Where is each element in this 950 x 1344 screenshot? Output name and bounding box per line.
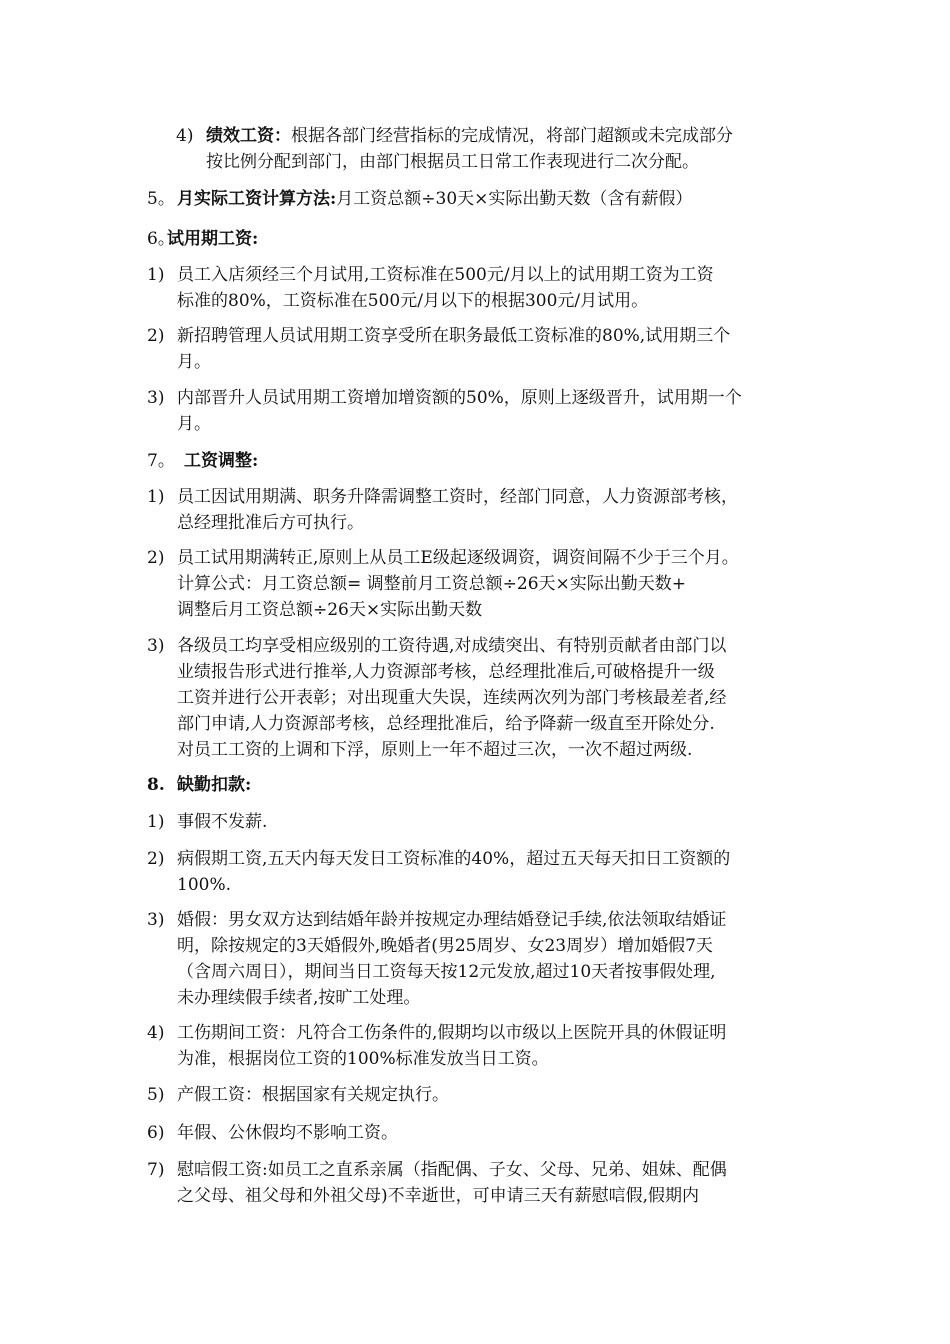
item-number: 1) <box>147 265 165 285</box>
item-number: 5) <box>147 1085 165 1105</box>
item-title: 绩效工资： <box>206 126 291 146</box>
item-number: 2) <box>147 548 165 568</box>
item-text: 工资并进行公开表彰；对出现重大失误，连续两次列为部门考核最差者,经 <box>177 688 727 708</box>
item-text: 之父母、祖父母和外祖父母)不幸逝世，可申请三天有薪慰唁假,假期内 <box>177 1186 700 1206</box>
item-text: 业绩报告形式进行推举,人力资源部考核，总经理批准后,可破格提升一级 <box>177 662 715 682</box>
item-number: 2) <box>147 326 165 346</box>
item-text: 新招聘管理人员试用期工资享受所在职务最低工资标准的80%,试用期三个 <box>177 326 731 346</box>
item-text: 工伤期间工资：凡符合工伤条件的,假期均以市级以上医院开具的休假证明 <box>177 1023 727 1043</box>
section-text: 月工资总额÷30天×实际出勤天数（含有薪假） <box>336 189 693 209</box>
section-number: 7。 <box>147 451 175 471</box>
section-number: 8. <box>147 775 165 795</box>
item-text: 按比例分配到部门，由部门根据员工日常工作表现进行二次分配。 <box>206 152 699 172</box>
item-text: 产假工资：根据国家有关规定执行。 <box>177 1085 449 1105</box>
item-text: 病假期工资,五天内每天发日工资标准的40%，超过五天每天扣日工资额的 <box>177 849 731 869</box>
item-text: （含周六周日），期间当日工资每天按12元发放,超过10天者按事假处理, <box>177 962 716 982</box>
item-text: 明，除按规定的3天婚假外,晚婚者(男25周岁、女23周岁）增加婚假7天 <box>177 936 713 956</box>
section-number: 6。 <box>147 229 175 249</box>
item-text: 月。 <box>177 352 211 372</box>
item-text: 慰唁假工资:如员工之直系亲属（指配偶、子女、父母、兄弟、姐妹、配偶 <box>177 1160 727 1180</box>
item-text: 员工入店须经三个月试用,工资标准在500元/月以上的试用期工资为工资 <box>177 265 714 285</box>
item-text: 年假、公休假均不影响工资。 <box>177 1123 398 1143</box>
item-number: 3) <box>147 388 165 408</box>
item-text: 总经理批准后方可执行。 <box>177 513 364 533</box>
item-number: 3) <box>147 636 165 656</box>
item-number: 7) <box>147 1160 165 1180</box>
section-title: 工资调整: <box>184 451 259 471</box>
item-number: 4) <box>147 1023 165 1043</box>
item-text: 调整后月工资总额÷26天×实际出勤天数 <box>177 600 483 620</box>
item-text: 标准的80%，工资标准在500元/月以下的根据300元/月试用。 <box>177 291 649 311</box>
item-text: 为准，根据岗位工资的100%标准发放当日工资。 <box>177 1049 549 1069</box>
section-title: 缺勤扣款: <box>177 775 252 795</box>
item-number: 2) <box>147 849 165 869</box>
item-number: 6) <box>147 1123 165 1143</box>
item-text: 内部晋升人员试用期工资增加增资额的50%，原则上逐级晋升，试用期一个 <box>177 388 742 408</box>
item-text: 未办理续假手续者,按旷工处理。 <box>177 988 421 1008</box>
item-number: 1) <box>147 487 165 507</box>
item-text: 各级员工均享受相应级别的工资待遇,对成绩突出、有特别贡献者由部门以 <box>177 636 727 656</box>
item-text: 员工试用期满转正,原则上从员工E级起逐级调资，调资间隔不少于三个月。 <box>177 548 739 568</box>
item-number: 3) <box>147 910 165 930</box>
item-text: 事假不发薪. <box>177 812 268 832</box>
item-text: 100%. <box>177 875 232 895</box>
section-title: 月实际工资计算方法: <box>177 189 337 209</box>
item-text: 婚假：男女双方达到结婚年龄并按规定办理结婚登记手续,依法领取结婚证 <box>177 910 727 930</box>
item-number: 4) <box>176 126 194 146</box>
item-text: 对员工工资的上调和下浮，原则上一年不超过三次，一次不超过两级. <box>177 740 693 760</box>
item-text: 部门申请,人力资源部考核，总经理批准后，给予降薪一级直至开除处分. <box>177 714 715 734</box>
item-text: 根据各部门经营指标的完成情况，将部门超额或未完成部分 <box>291 126 733 146</box>
section-title: 试用期工资: <box>167 229 259 249</box>
item-text: 月。 <box>177 414 211 434</box>
item-text: 计算公式：月工资总额= 调整前月工资总额÷26天×实际出勤天数+ <box>177 574 687 594</box>
item-number: 1) <box>147 812 165 832</box>
item-text: 员工因试用期满、职务升降需调整工资时，经部门同意，人力资源部考核， <box>177 487 738 507</box>
section-number: 5。 <box>147 189 175 209</box>
